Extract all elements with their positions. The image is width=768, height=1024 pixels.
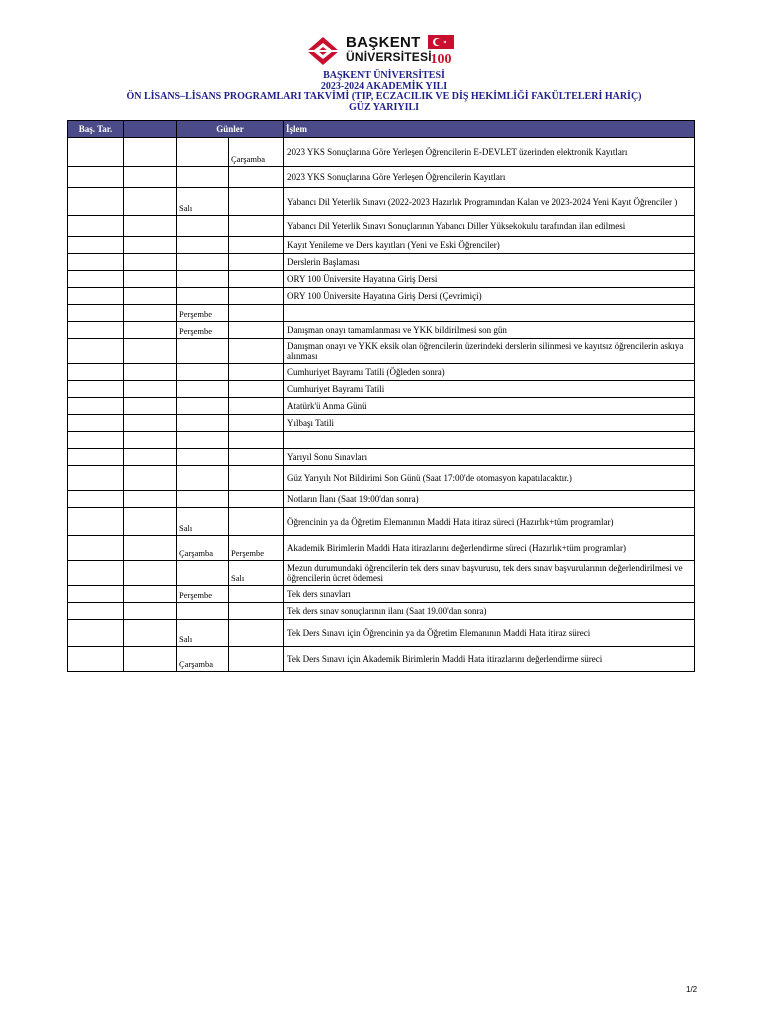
event-cell: Notların İlanı (Saat 19:00'dan sonra): [284, 491, 695, 508]
day-cell: [177, 561, 229, 586]
table-row: [68, 339, 695, 364]
day-cell: [124, 288, 177, 305]
day-cell: [124, 271, 177, 288]
event-cell: Öğrencinin ya da Öğretim Elemanının Maddi Hata itiraz süreci (Hazırlık+tüm programlar): [284, 508, 695, 536]
day-cell: [68, 167, 124, 188]
day-cell: [124, 188, 177, 216]
table-row: [68, 398, 695, 415]
day-cell: [124, 322, 177, 339]
table-row: [68, 305, 695, 322]
logo-line2: ÜNİVERSİTESİ: [346, 50, 432, 64]
day-cell: [68, 415, 124, 432]
university-logo: [306, 34, 456, 70]
day-cell: [124, 620, 177, 647]
day-cell: [68, 237, 124, 254]
day-cell: [177, 432, 229, 449]
day-cell: [68, 305, 124, 322]
day-cell: [229, 216, 284, 237]
day-cell: [68, 271, 124, 288]
event-cell: Tek Ders Sınavı için Öğrencinin ya da Öğretim Elemanının Maddi Hata itiraz süreci: [284, 620, 695, 647]
day-cell: [68, 381, 124, 398]
day-cell: [229, 254, 284, 271]
day-cell: [124, 603, 177, 620]
calendar-body: [68, 138, 695, 672]
day-cell: Perşembe: [177, 322, 229, 339]
day-cell: [124, 536, 177, 561]
event-cell: Danışman onayı tamamlanması ve YKK bildirilmesi son gün: [284, 322, 695, 339]
day-cell: [177, 381, 229, 398]
day-cell: [229, 305, 284, 322]
day-cell: [68, 138, 124, 167]
day-cell: [229, 167, 284, 188]
day-cell: [124, 167, 177, 188]
event-cell: Kayıt Yenileme ve Ders kayıtları (Yeni ve Eski Öğrenciler): [284, 237, 695, 254]
day-cell: [124, 508, 177, 536]
table-row: [68, 364, 695, 381]
day-cell: [68, 188, 124, 216]
day-cell: [124, 466, 177, 491]
day-cell: Salı: [229, 561, 284, 586]
table-row: [68, 491, 695, 508]
day-cell: Salı: [177, 620, 229, 647]
day-cell: Perşembe: [177, 305, 229, 322]
day-cell: [229, 188, 284, 216]
logo-wordmark: [346, 36, 432, 64]
day-cell: [177, 466, 229, 491]
table-row: [68, 508, 695, 536]
day-cell: [124, 491, 177, 508]
day-cell: [229, 491, 284, 508]
event-cell: Derslerin Başlaması: [284, 254, 695, 271]
logo-line1: BAŞKENT: [346, 34, 421, 51]
day-cell: [177, 449, 229, 466]
day-cell: [124, 138, 177, 167]
table-row: [68, 188, 695, 216]
academic-year: 2023-2024 AKADEMİK YILI: [320, 80, 448, 92]
day-cell: [177, 288, 229, 305]
day-cell: [229, 449, 284, 466]
day-cell: [124, 647, 177, 672]
svg-text:100: 100: [430, 52, 452, 67]
table-header-row: [68, 121, 695, 138]
day-cell: [68, 398, 124, 415]
university-name: BAŞKENT ÜNİVERSİTESİ: [323, 70, 445, 81]
table-row: [68, 271, 695, 288]
day-cell: [124, 561, 177, 586]
day-cell: [124, 237, 177, 254]
page-number: 1/2: [686, 985, 698, 994]
day-cell: [124, 432, 177, 449]
day-cell: [229, 415, 284, 432]
day-cell: Salı: [177, 188, 229, 216]
day-cell: [229, 237, 284, 254]
academic-calendar-table: [67, 120, 695, 672]
day-cell: [177, 167, 229, 188]
event-cell: Danışman onayı ve YKK eksik olan öğrencilerin üzerindeki derslerin silinmesi ve kayıtsız öğrencilerin askıya alınması: [284, 339, 695, 364]
header-blank: [124, 121, 177, 138]
table-row: [68, 415, 695, 432]
table-row: [68, 237, 695, 254]
day-cell: [68, 536, 124, 561]
event-cell: Mezun durumundaki öğrencilerin tek ders sınav başvurusu, tek ders sınav başvurularının değerlendirilmesi ve öğrencilerin ücret ödemesi: [284, 561, 695, 586]
day-cell: [124, 364, 177, 381]
event-cell: Cumhuriyet Bayramı Tatili: [284, 381, 695, 398]
day-cell: [68, 288, 124, 305]
day-cell: [68, 216, 124, 237]
day-cell: Perşembe: [177, 586, 229, 603]
event-cell: Güz Yarıyılı Not Bildirimi Son Günü (Saat 17:00'de otomasyon kapatılacaktır.): [284, 466, 695, 491]
table-row: [68, 449, 695, 466]
day-cell: [68, 647, 124, 672]
day-cell: Perşembe: [229, 536, 284, 561]
event-cell: Yılbaşı Tatili: [284, 415, 695, 432]
day-cell: [68, 603, 124, 620]
day-cell: [177, 398, 229, 415]
day-cell: [68, 561, 124, 586]
event-cell: Cumhuriyet Bayramı Tatili (Öğleden sonra): [284, 364, 695, 381]
table-row: [68, 586, 695, 603]
event-cell: ORY 100 Üniversite Hayatına Giriş Dersi: [284, 271, 695, 288]
event-cell: Atatürk'ü Anma Günü: [284, 398, 695, 415]
table-row: [68, 322, 695, 339]
table-row: [68, 561, 695, 586]
day-cell: [177, 271, 229, 288]
event-cell: Yarıyıl Sonu Sınavları: [284, 449, 695, 466]
event-cell: Yabancı Dil Yeterlik Sınavı Sonuçlarının Yabancı Diller Yüksekokulu tarafından ilan edilmesi: [284, 216, 695, 237]
table-row: [68, 254, 695, 271]
event-cell: Akademik Birimlerin Maddi Hata itirazlarını değerlendirme süreci (Hazırlık+tüm programlar): [284, 536, 695, 561]
day-cell: [124, 305, 177, 322]
day-cell: [229, 620, 284, 647]
day-cell: [177, 339, 229, 364]
day-cell: [68, 466, 124, 491]
day-cell: [124, 398, 177, 415]
day-cell: [68, 586, 124, 603]
event-cell: 2023 YKS Sonuçlarına Göre Yerleşen Öğrencilerin Kayıtları: [284, 167, 695, 188]
event-cell: [284, 305, 695, 322]
day-cell: [229, 508, 284, 536]
day-cell: [229, 288, 284, 305]
header-start-date: Baş. Tar.: [68, 121, 124, 138]
day-cell: [124, 339, 177, 364]
day-cell: [229, 466, 284, 491]
day-cell: [177, 491, 229, 508]
day-cell: [68, 449, 124, 466]
table-row: [68, 603, 695, 620]
table-row: [68, 381, 695, 398]
event-cell: ORY 100 Üniversite Hayatına Giriş Dersi (Çevrimiçi): [284, 288, 695, 305]
day-cell: [229, 271, 284, 288]
day-cell: [177, 254, 229, 271]
day-cell: [68, 508, 124, 536]
day-cell: [177, 603, 229, 620]
day-cell: [229, 339, 284, 364]
day-cell: [229, 322, 284, 339]
day-cell: Salı: [177, 508, 229, 536]
day-cell: [68, 432, 124, 449]
table-row: [68, 288, 695, 305]
baskent-diamond-icon: [306, 36, 340, 66]
table-row: [68, 138, 695, 167]
day-cell: [124, 449, 177, 466]
day-cell: [229, 398, 284, 415]
day-cell: [124, 415, 177, 432]
day-cell: [229, 381, 284, 398]
day-cell: [229, 432, 284, 449]
table-row: [68, 167, 695, 188]
day-cell: [68, 254, 124, 271]
day-cell: [229, 647, 284, 672]
day-cell: [124, 381, 177, 398]
day-cell: [68, 491, 124, 508]
day-cell: [177, 364, 229, 381]
day-cell: Çarşamba: [177, 647, 229, 672]
table-row: [68, 466, 695, 491]
centennial-flag-icon: [428, 35, 454, 67]
day-cell: [177, 415, 229, 432]
day-cell: [68, 364, 124, 381]
table-row: [68, 536, 695, 561]
day-cell: [177, 216, 229, 237]
day-cell: [229, 586, 284, 603]
event-cell: Yabancı Dil Yeterlik Sınavı (2022-2023 Hazırlık Programından Kalan ve 2023-2024 Yeni Kayıt Öğrenciler ): [284, 188, 695, 216]
day-cell: [124, 216, 177, 237]
event-cell: Tek ders sınav sonuçlarının ilanı (Saat 19.00'dan sonra): [284, 603, 695, 620]
event-cell: Tek Ders Sınavı için Akademik Birimlerin Maddi Hata itirazlarını değerlendirme süreci: [284, 647, 695, 672]
event-cell: Tek ders sınavları: [284, 586, 695, 603]
day-cell: [229, 603, 284, 620]
document-title-block: [0, 71, 768, 113]
table-row: [68, 432, 695, 449]
day-cell: [68, 339, 124, 364]
day-cell: Çarşamba: [229, 138, 284, 167]
day-cell: Çarşamba: [177, 536, 229, 561]
event-cell: 2023 YKS Sonuçlarına Göre Yerleşen Öğrencilerin E-DEVLET üzerinden elektronik Kayıtları: [284, 138, 695, 167]
day-cell: [229, 364, 284, 381]
table-row: [68, 647, 695, 672]
day-cell: [124, 586, 177, 603]
day-cell: [68, 620, 124, 647]
table-row: [68, 620, 695, 647]
day-cell: [68, 322, 124, 339]
day-cell: [124, 254, 177, 271]
table-row: [68, 216, 695, 237]
day-cell: [177, 237, 229, 254]
header-event: İşlem: [284, 121, 695, 138]
event-cell: [284, 432, 695, 449]
calendar-title: ÖN LİSANS–LİSANS PROGRAMLARI TAKVİMİ (TIP, ECZACILIK VE DİŞ HEKİMLİĞİ FAKÜLTELERİ HARİÇ): [126, 91, 642, 102]
semester-title: GÜZ YARIYILI: [348, 101, 420, 113]
day-cell: [177, 138, 229, 167]
header-days: Günler: [177, 121, 284, 138]
